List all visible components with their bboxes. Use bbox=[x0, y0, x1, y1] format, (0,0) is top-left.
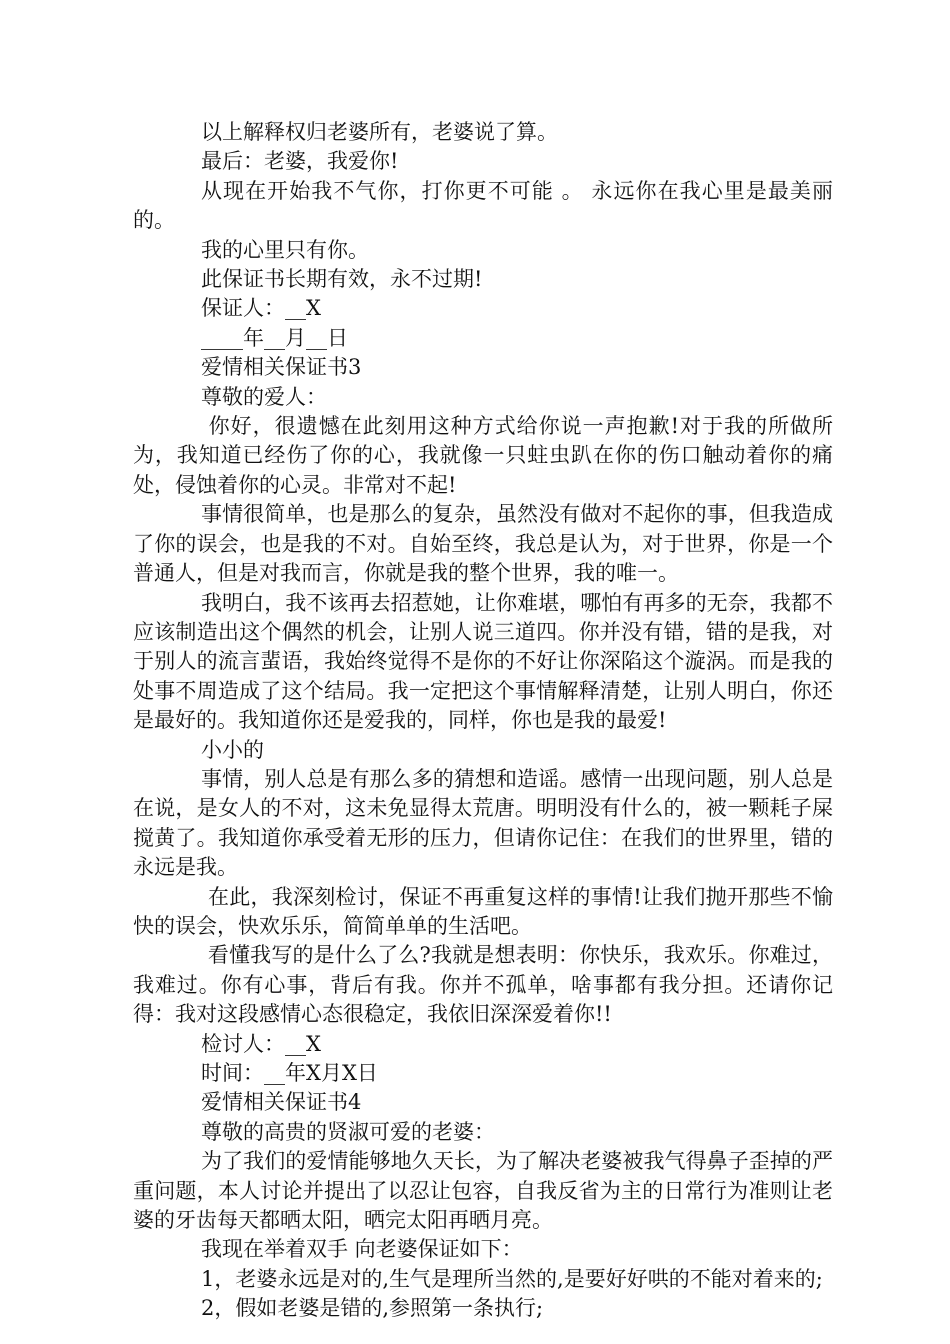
list-item: 1，老婆永远是对的,生气是理所当然的,是要好好哄的不能对着来的; bbox=[201, 1266, 823, 1291]
paragraph: 我现在举着双手 向老婆保证如下： bbox=[201, 1237, 523, 1262]
paragraph: 事情，别人总是有那么多的猜想和造谣。感情一出现问题，别人总是在说，是女人的不对，这未免显得太荒唐。明明没有什么的，被一颗耗子屎搅黄了。我知道你承受着无形的压力，但请你记住：在我们的世界里，错的永远是我。 bbox=[133, 766, 833, 880]
paragraph: 我的心里只有你。 bbox=[201, 237, 369, 262]
signature-line: 检讨人：__X bbox=[201, 1031, 321, 1056]
paragraph: 此保证书长期有效，永不过期! bbox=[201, 267, 483, 292]
paragraph: 我明白，我不该再去招惹她，让你难堪，哪怕有再多的无奈，我都不应该制造出这个偶然的机会，让别人说三道四。你并没有错，错的是我，对于别人的流言蜚语，我始终觉得不是你的不好让你深陷这个漩涡。而是我的处事不周造成了这个结局。我一定把这个事情解释清楚，让别人明白，你还是最好的。我知道你还是爱我的，同样，你也是我的最爱! bbox=[133, 590, 833, 733]
salutation: 尊敬的高贵的贤淑可爱的老婆： bbox=[201, 1119, 495, 1144]
list-item: 2，假如老婆是错的,参照第一条执行; bbox=[201, 1296, 544, 1321]
paragraph: 在此，我深刻检讨，保证不再重复这样的事情!让我们抛开那些不愉快的误会，快欢乐乐，简简单单的生活吧。 bbox=[133, 884, 834, 938]
paragraph: 为了我们的爱情能够地久天长，为了解决老婆被我气得鼻子歪掉的严重问题，本人讨论并提出了以忍让包容，自我反省为主的日常行为准则让老婆的牙齿每天都晒太阳，晒完太阳再晒月亮。 bbox=[133, 1149, 833, 1233]
paragraph: 小小的 bbox=[201, 737, 264, 762]
section-title: 爱情相关保证书3 bbox=[201, 355, 362, 380]
salutation: 尊敬的爱人： bbox=[201, 384, 327, 409]
signature-line: 保证人：__X bbox=[201, 296, 321, 321]
paragraph: 从现在开始我不气你，打你更不可能 。 永远你在我心里是最美丽的。 bbox=[133, 178, 833, 233]
document-body bbox=[133, 118, 833, 1324]
paragraph: 看懂我写的是什么了么?我就是想表明：你快乐，我欢乐。你难过，我难过。你有心事，背后有我。你并不孤单，啥事都有我分担。还请你记得：我对这段感情心态很稳定，我依旧深深爱着你!! bbox=[133, 943, 833, 1027]
section-title: 爱情相关保证书4 bbox=[201, 1090, 362, 1115]
paragraph: 事情很简单，也是那么的复杂，虽然没有做对不起你的事，但我造成了你的误会，也是我的不对。自始至终，我总是认为，对于世界，你是一个普通人，但是对我而言，你就是我的整个世界，我的唯一。 bbox=[133, 502, 833, 586]
paragraph: 最后：老婆，我爱你! bbox=[201, 149, 399, 174]
paragraph: 你好，很遗憾在此刻用这种方式给你说一声抱歉!对于我的所做所为，我知道已经伤了你的心，我就像一只蛀虫趴在你的伤口触动着你的痛处，侵蚀着你的心灵。非常对不起! bbox=[133, 414, 833, 497]
paragraph: 以上解释权归老婆所有，老婆说了算。 bbox=[201, 120, 558, 144]
date-line: ____年__月__日 bbox=[201, 325, 348, 350]
date-line: 时间：__年X月X日 bbox=[201, 1061, 378, 1085]
